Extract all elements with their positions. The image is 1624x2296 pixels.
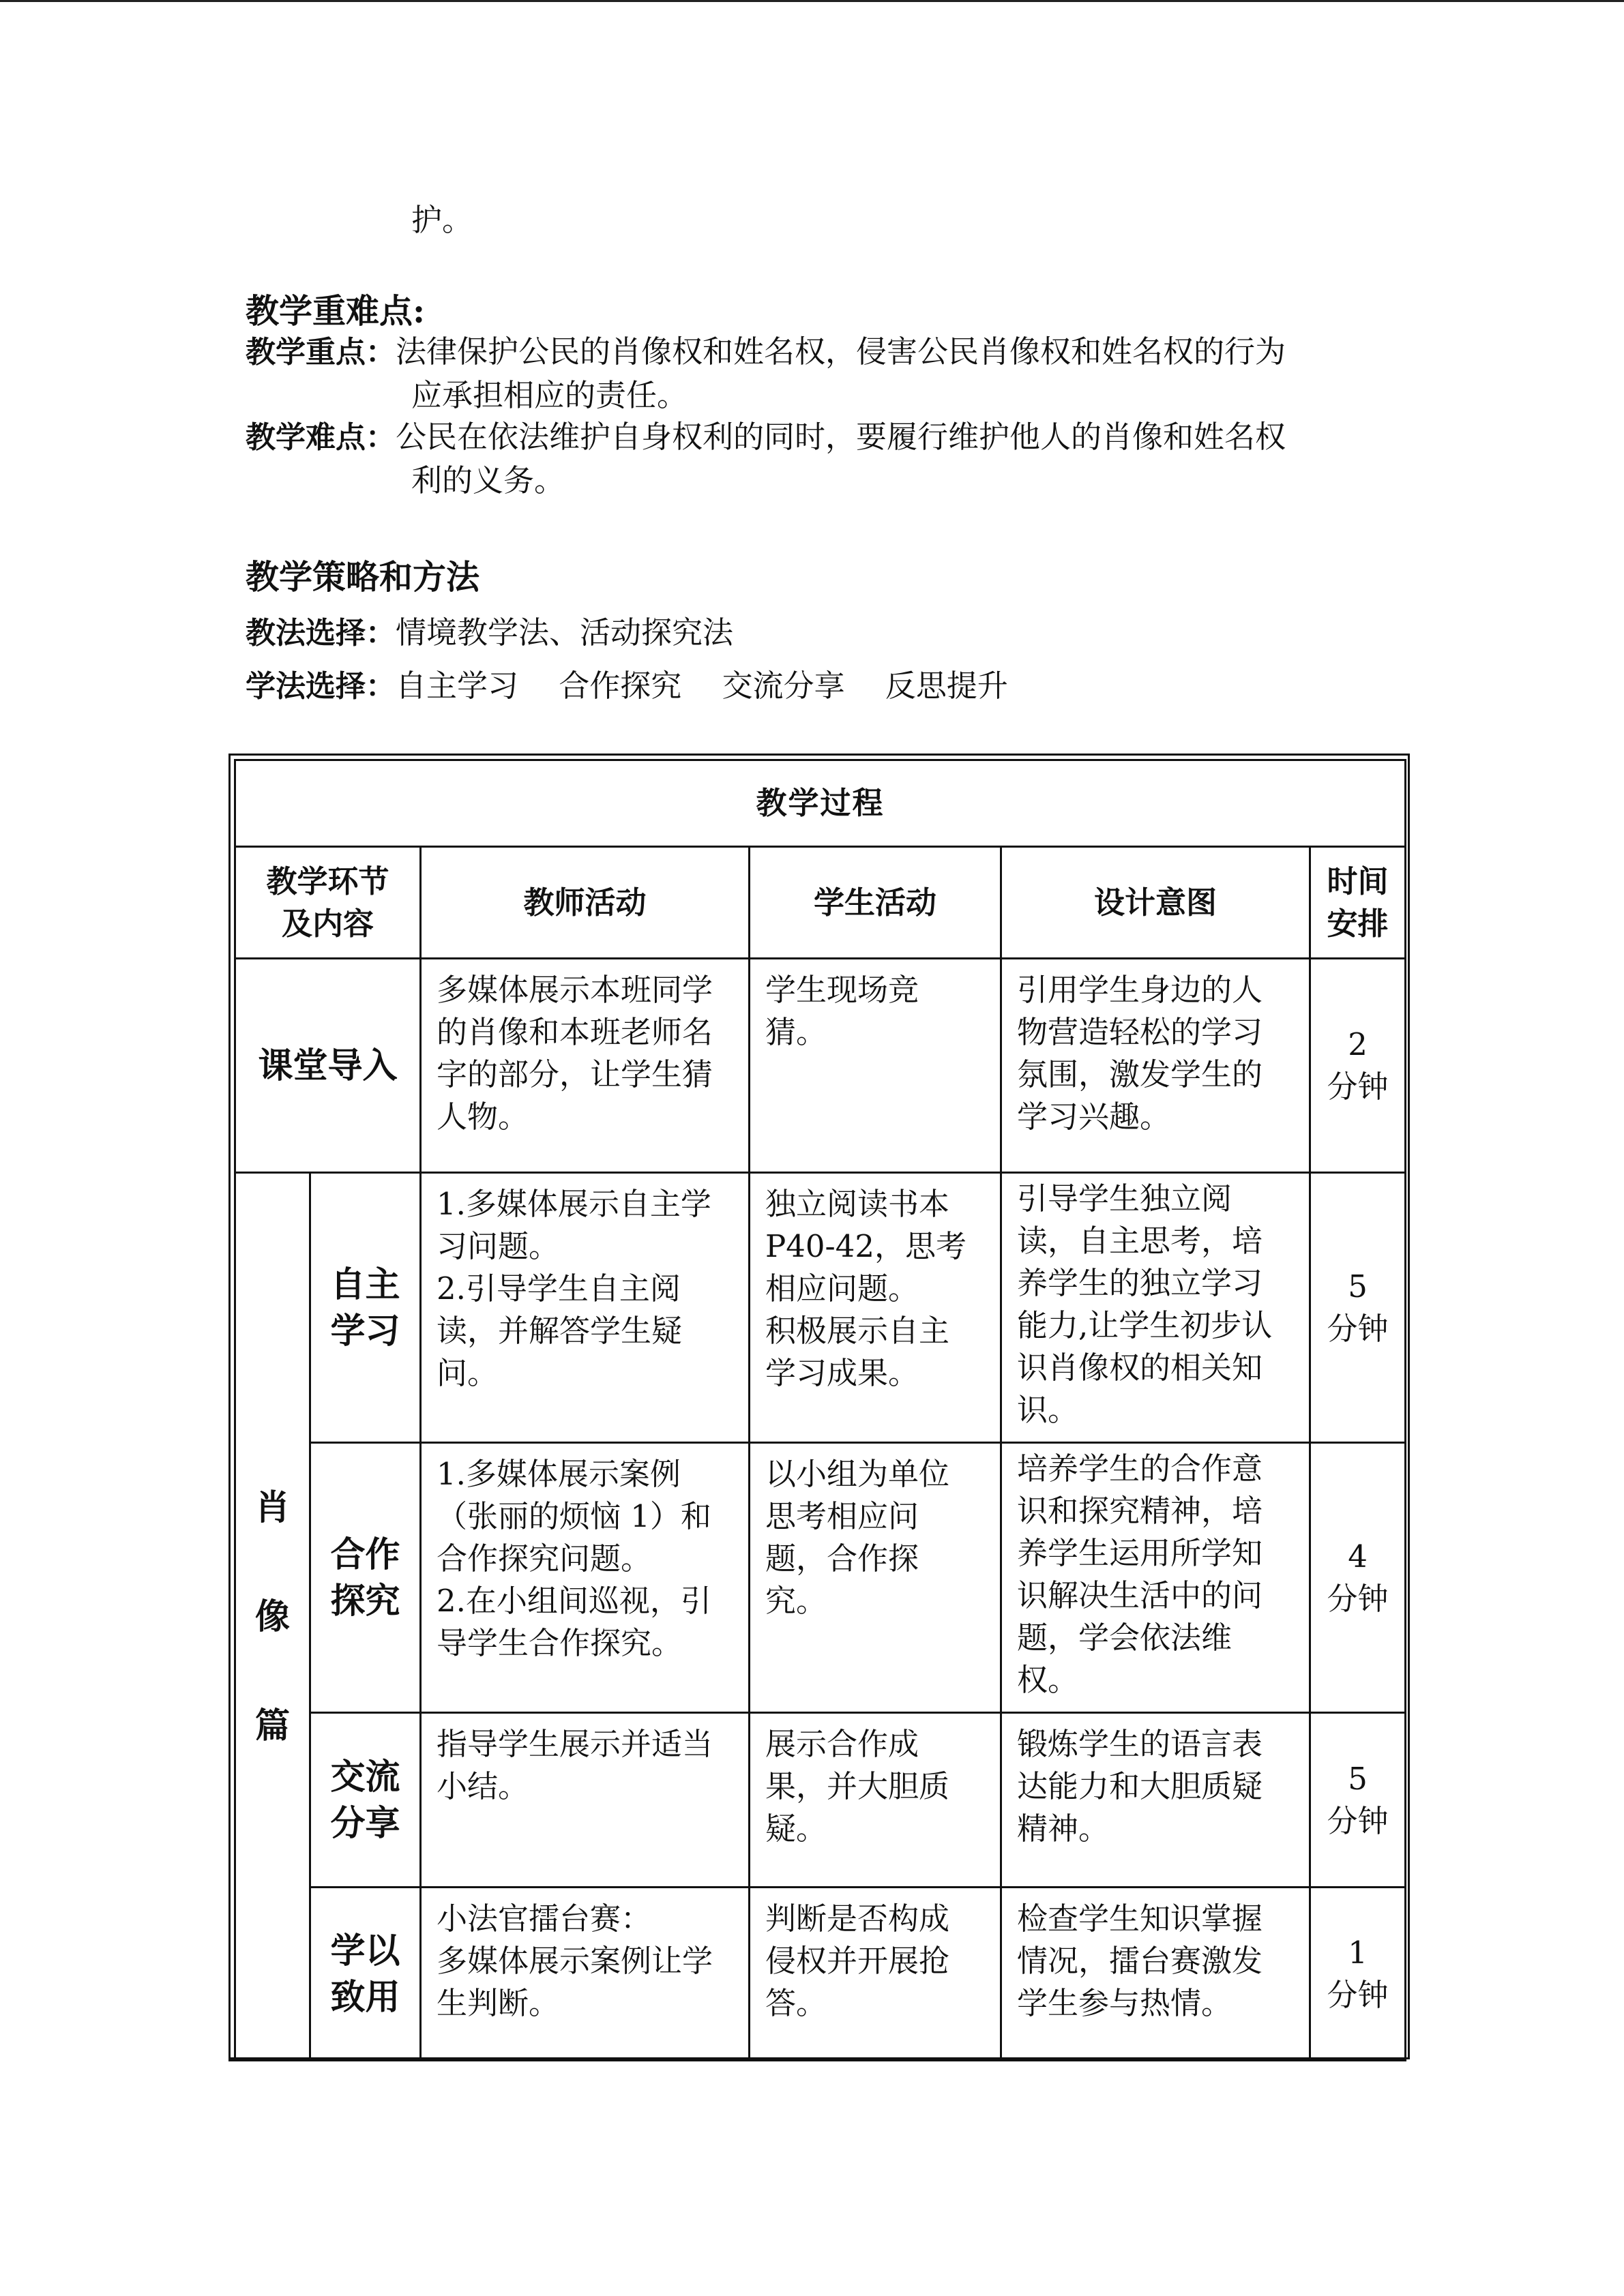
- difficulty-heading: 教学重难点:: [246, 291, 426, 331]
- teacher-activity-cooperation: 1.多媒体展示案例 （张丽的烦恼 1）和 合作探究问题。 2.在小组间巡视，引 导学生合作探究。: [421, 1443, 750, 1713]
- hard-point-text-cont: 利的义务。: [411, 462, 565, 498]
- section-portrait-label: 肖 像 篇: [235, 1173, 310, 2061]
- table-title-row: [235, 760, 1406, 847]
- key-point-label: 教学重点：: [246, 335, 396, 370]
- header-teacher: 教师活动: [421, 847, 750, 959]
- stage-self-study: 自主 学习: [310, 1173, 421, 1443]
- table-title: 教学过程: [235, 760, 1406, 847]
- teacher-activity-intro: 多媒体展示本班同学 的肖像和本班老师名 字的部分，让学生猜 人物。: [421, 959, 750, 1173]
- teaching-method-line: [246, 611, 733, 655]
- stage-application: 学以 致用: [310, 1888, 421, 2061]
- student-activity-self-study: 独立阅读书本 P40-42，思考 相应问题。 积极展示自主 学习成果。: [750, 1173, 1001, 1443]
- teacher-activity-sharing: 指导学生展示并适当 小结。: [421, 1713, 750, 1888]
- table-row-application: [235, 1888, 1406, 2061]
- table-corner-rule: [228, 2059, 310, 2061]
- hard-point-label: 教学难点：: [246, 420, 396, 455]
- teaching-method-label: 教法选择：: [246, 616, 396, 651]
- stage-sharing: 交流 分享: [310, 1713, 421, 1888]
- student-activity-cooperation: 以小组为单位 思考相应问 题，合作探 究。: [750, 1443, 1001, 1713]
- hard-point-line: [246, 415, 1286, 460]
- time-application: 1 分钟: [1310, 1888, 1406, 2061]
- design-intent-application: 检查学生知识掌握 情况，擂台赛激发 学生参与热情。: [1001, 1888, 1310, 2061]
- hard-point-text: 公民在依法维护自身权利的同时，要履行维护他人的肖像和姓名权: [396, 419, 1286, 455]
- header-stage: 教学环节 及内容: [235, 847, 421, 959]
- top-page-rule: [0, 0, 1624, 2]
- design-intent-cooperation: 培养学生的合作意 识和探究精神，培 养学生运用所学知 识解决生活中的问 题，学会依法维 权。: [1001, 1443, 1310, 1713]
- time-sharing: 5 分钟: [1310, 1713, 1406, 1888]
- student-activity-application: 判断是否构成 侵权并开展抢 答。: [750, 1888, 1001, 2061]
- time-intro: 2 分钟: [1310, 959, 1406, 1173]
- table-row-intro: [235, 959, 1406, 1173]
- key-point-line: [246, 330, 1286, 374]
- key-point-text-cont: 应承担相应的责任。: [411, 377, 688, 413]
- strategy-heading: 教学策略和方法: [246, 557, 480, 597]
- time-self-study: 5 分钟: [1310, 1173, 1406, 1443]
- key-point-text: 法律保护公民的肖像权和姓名权，侵害公民肖像权和姓名权的行为: [396, 333, 1286, 370]
- continuation-text: 护。: [411, 202, 473, 238]
- time-cooperation: 4 分钟: [1310, 1443, 1406, 1713]
- header-intent: 设计意图: [1001, 847, 1310, 959]
- stage-intro: 课堂导入: [235, 959, 421, 1173]
- table-row-sharing: [235, 1713, 1406, 1888]
- student-activity-intro: 学生现场竞 猜。: [750, 959, 1001, 1173]
- design-intent-sharing: 锻炼学生的语言表 达能力和大胆质疑 精神。: [1001, 1713, 1310, 1888]
- table-header-row: [235, 847, 1406, 959]
- table-row-cooperation: [235, 1443, 1406, 1713]
- stage-cooperation: 合作 探究: [310, 1443, 421, 1713]
- learning-method-value: 自主学习 合作探究 交流分享 反思提升: [396, 668, 1008, 704]
- learning-method-label: 学法选择：: [246, 669, 396, 704]
- teacher-activity-application: 小法官擂台赛： 多媒体展示案例让学 生判断。: [421, 1888, 750, 2061]
- header-time: 时间 安排: [1310, 847, 1406, 959]
- student-activity-sharing: 展示合作成 果，并大胆质 疑。: [750, 1713, 1001, 1888]
- design-intent-intro: 引用学生身边的人 物营造轻松的学习 氛围，激发学生的 学习兴趣。: [1001, 959, 1310, 1173]
- learning-method-line: [246, 664, 1008, 709]
- design-intent-self-study: 引导学生独立阅 读，自主思考，培 养学生的独立学习 能力,让学生初步认 识肖像权的相关知 识。: [1001, 1173, 1310, 1443]
- teacher-activity-self-study: 1.多媒体展示自主学 习问题。 2.引导学生自主阅 读，并解答学生疑 问。: [421, 1173, 750, 1443]
- header-student: 学生活动: [750, 847, 1001, 959]
- teaching-method-value: 情境教学法、活动探究法: [396, 614, 734, 651]
- table-row-self-study: [235, 1173, 1406, 1443]
- teaching-process-table: [234, 759, 1406, 2061]
